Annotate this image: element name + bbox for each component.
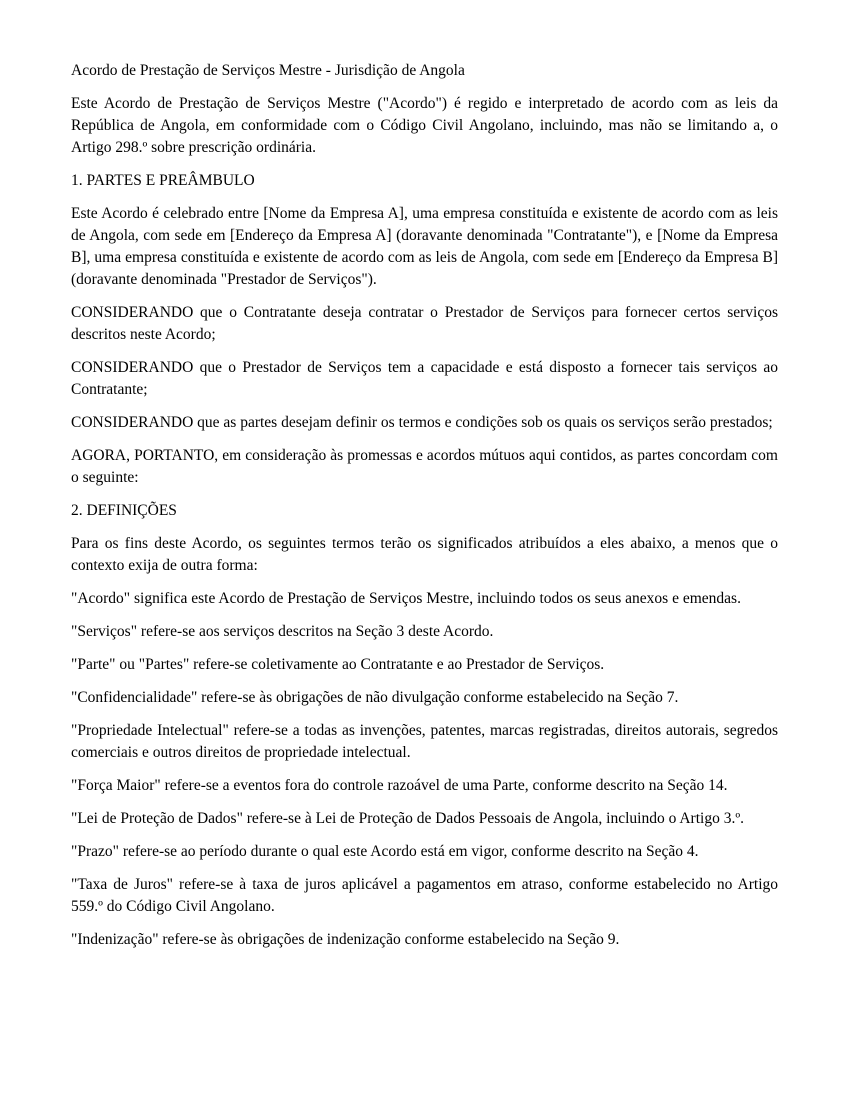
definition-parte: "Parte" ou "Partes" refere-se coletivamente ao Contratante e ao Prestador de Serviços. [71, 656, 605, 673]
recital-paragraph-1: CONSIDERANDO que o Contratante deseja contratar o Prestador de Serviços para fornecer certos serviços descritos neste Acordo; [71, 304, 778, 343]
definition-taxa-de-juros: "Taxa de Juros" refere-se à taxa de juros aplicável a pagamentos em atraso, conforme estabelecido no Artigo 559.º do Código Civil Angolano. [71, 876, 778, 915]
governing-law-paragraph: Este Acordo de Prestação de Serviços Mestre ("Acordo") é regido e interpretado de acordo com as leis da República de Angola, em conformidade com o Código Civil Angolano, incluindo, mas não se limitando a, o Artigo 298.º sobre prescrição ordinária. [71, 95, 778, 156]
definition-prazo: "Prazo" refere-se ao período durante o qual este Acordo está em vigor, conforme descrito na Seção 4. [71, 843, 699, 860]
now-therefore-paragraph: AGORA, PORTANTO, em consideração às promessas e acordos mútuos aqui contidos, as partes concordam com o seguinte: [71, 447, 778, 486]
recital-paragraph-2: CONSIDERANDO que o Prestador de Serviços tem a capacidade e está disposto a fornecer tais serviços ao Contratante; [71, 359, 778, 398]
recital-paragraph-3: CONSIDERANDO que as partes desejam definir os termos e condições sob os quais os serviços serão prestados; [71, 414, 773, 431]
definition-forca-maior: "Força Maior" refere-se a eventos fora do controle razoável de uma Parte, conforme descrito na Seção 14. [71, 777, 728, 794]
section-1-heading: 1. PARTES E PREÂMBULO [71, 172, 255, 189]
definitions-intro-paragraph: Para os fins deste Acordo, os seguintes termos terão os significados atribuídos a eles abaixo, a menos que o contexto exija de outra forma: [71, 535, 778, 574]
definition-lei-protecao-dados: "Lei de Proteção de Dados" refere-se à Lei de Proteção de Dados Pessoais de Angola, incluindo o Artigo 3.º. [71, 810, 745, 827]
definition-acordo: "Acordo" significa este Acordo de Prestação de Serviços Mestre, incluindo todos os seus anexos e emendas. [71, 590, 741, 607]
parties-paragraph: Este Acordo é celebrado entre [Nome da Empresa A], uma empresa constituída e existente de acordo com as leis de Angola, com sede em [Endereço da Empresa A] (doravante denominada "Contratante"), e [Nome da Empresa B], uma empresa constituída e existente de acordo com as leis de Angola, com sede em [Endereço da Empresa B] (doravante denominada "Prestador de Serviços"). [71, 205, 778, 288]
section-2-heading: 2. DEFINIÇÕES [71, 502, 177, 519]
definition-indenizacao: "Indenização" refere-se às obrigações de indenização conforme estabelecido na Seção 9. [71, 931, 620, 948]
document-title: Acordo de Prestação de Serviços Mestre - Jurisdição de Angola [71, 62, 465, 79]
definition-confidencialidade: "Confidencialidade" refere-se às obrigações de não divulgação conforme estabelecido na Seção 7. [71, 689, 679, 706]
definition-servicos: "Serviços" refere-se aos serviços descritos na Seção 3 deste Acordo. [71, 623, 494, 640]
definition-propriedade-intelectual: "Propriedade Intelectual" refere-se a todas as invenções, patentes, marcas registradas, direitos autorais, segredos comerciais e outros direitos de propriedade intelectual. [71, 722, 778, 761]
